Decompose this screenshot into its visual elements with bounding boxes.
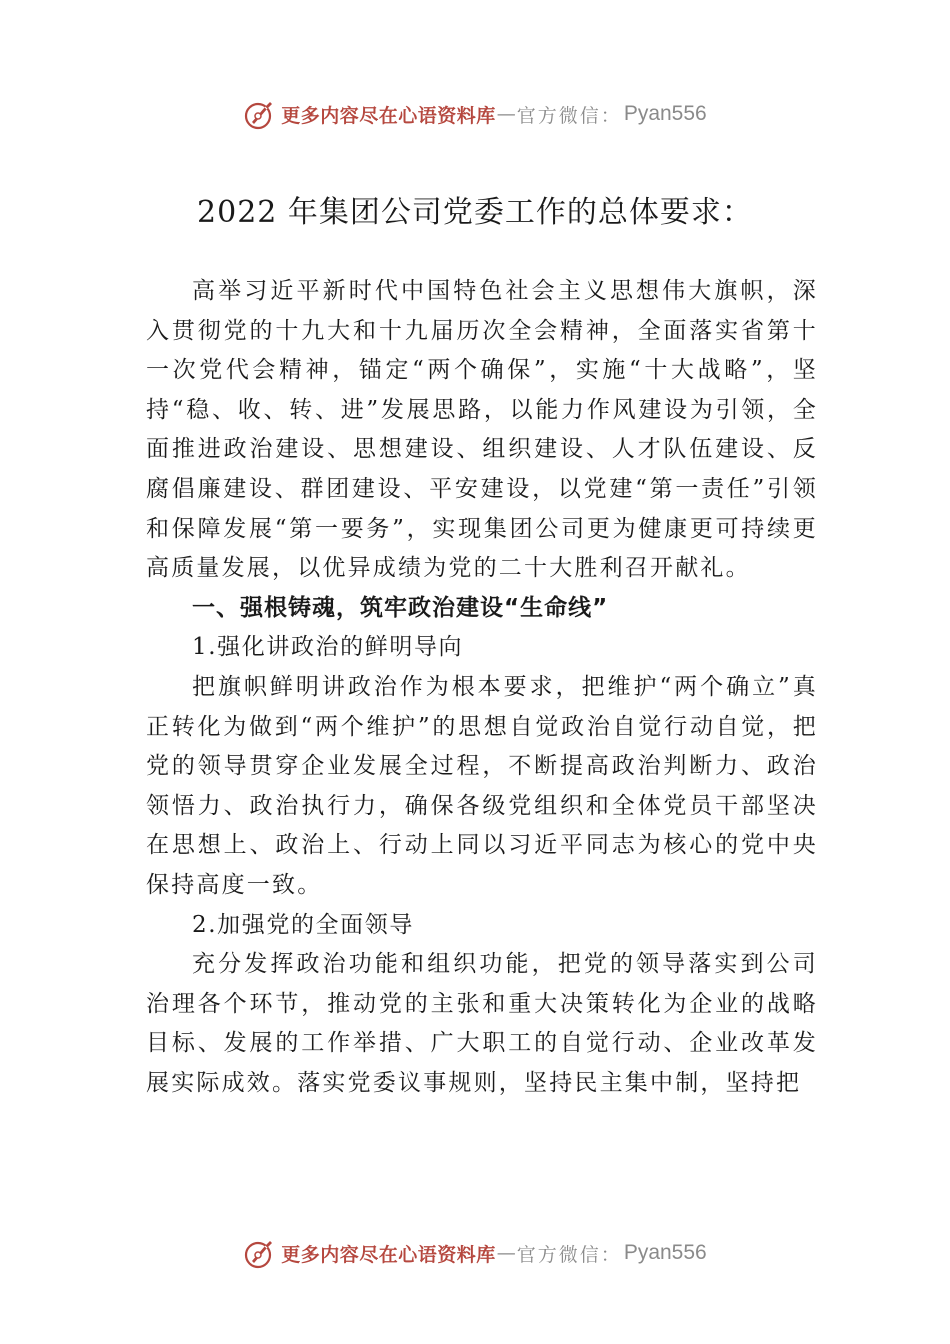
header-banner	[0, 94, 950, 134]
intro-paragraph: 高举习近平新时代中国特色社会主义思想伟大旗帜，深入贯彻党的十九大和十九届历次全会精神，全面落实省第十一次党代会精神，锚定“两个确保”，实施“十大战略”，坚持“稳、收、转、进”发展思路，以能力作风建设为引领，全面推进政治建设、思想建设、组织建设、人才队伍建设、反腐倡廉建设、群团建设、平安建设，以党建“第一责任”引领和保障发展“第一要务”，实现集团公司更为健康更可持续更高质量发展，以优异成绩为党的二十大胜利召开献礼。	[146, 278, 818, 582]
pen-logo-icon	[243, 97, 277, 131]
banner-brand-text: 更多内容尽在心语资料库	[281, 1243, 496, 1266]
section-1-heading: 一、强根铸魂，筑牢政治建设“生命线”	[192, 594, 609, 621]
banner-wechat-label: 官方微信：	[516, 104, 622, 127]
document-title: 2022 年集团公司党委工作的总体要求：	[197, 195, 753, 230]
pen-logo-icon	[243, 1236, 277, 1270]
item-2-paragraph: 充分发挥政治功能和组织功能，把党的领导落实到公司治理各个环节，推动党的主张和重大决策转化为企业的战略目标、发展的工作举措、广大职工的自觉行动、企业改革发展实际成效。落实党委议事规则，坚持民主集中制，坚持把	[146, 951, 818, 1096]
banner-wechat-label: 官方微信：	[516, 1243, 622, 1266]
banner-dash: —	[496, 1242, 516, 1264]
item-1-heading: 1.强化讲政治的鲜明导向	[192, 634, 464, 661]
item-2-heading: 2.加强党的全面领导	[192, 911, 414, 938]
banner-wechat-id: Pyan556	[623, 102, 707, 125]
document-body	[146, 272, 818, 1103]
item-1-paragraph: 把旗帜鲜明讲政治作为根本要求，把维护“两个确立”真正转化为做到“两个维护”的思想自觉政治自觉行动自觉，把党的领导贯穿企业发展全过程，不断提高政治判断力、政治领悟力、政治执行力，确保各级党组织和全体党员干部坚决在思想上、政治上、行动上同以习近平同志为核心的党中央保持高度一致。	[146, 673, 818, 898]
footer-banner	[0, 1233, 950, 1273]
banner-wechat-id: Pyan556	[623, 1241, 707, 1264]
banner-brand-text: 更多内容尽在心语资料库	[281, 104, 496, 127]
banner-dash: —	[496, 103, 516, 125]
